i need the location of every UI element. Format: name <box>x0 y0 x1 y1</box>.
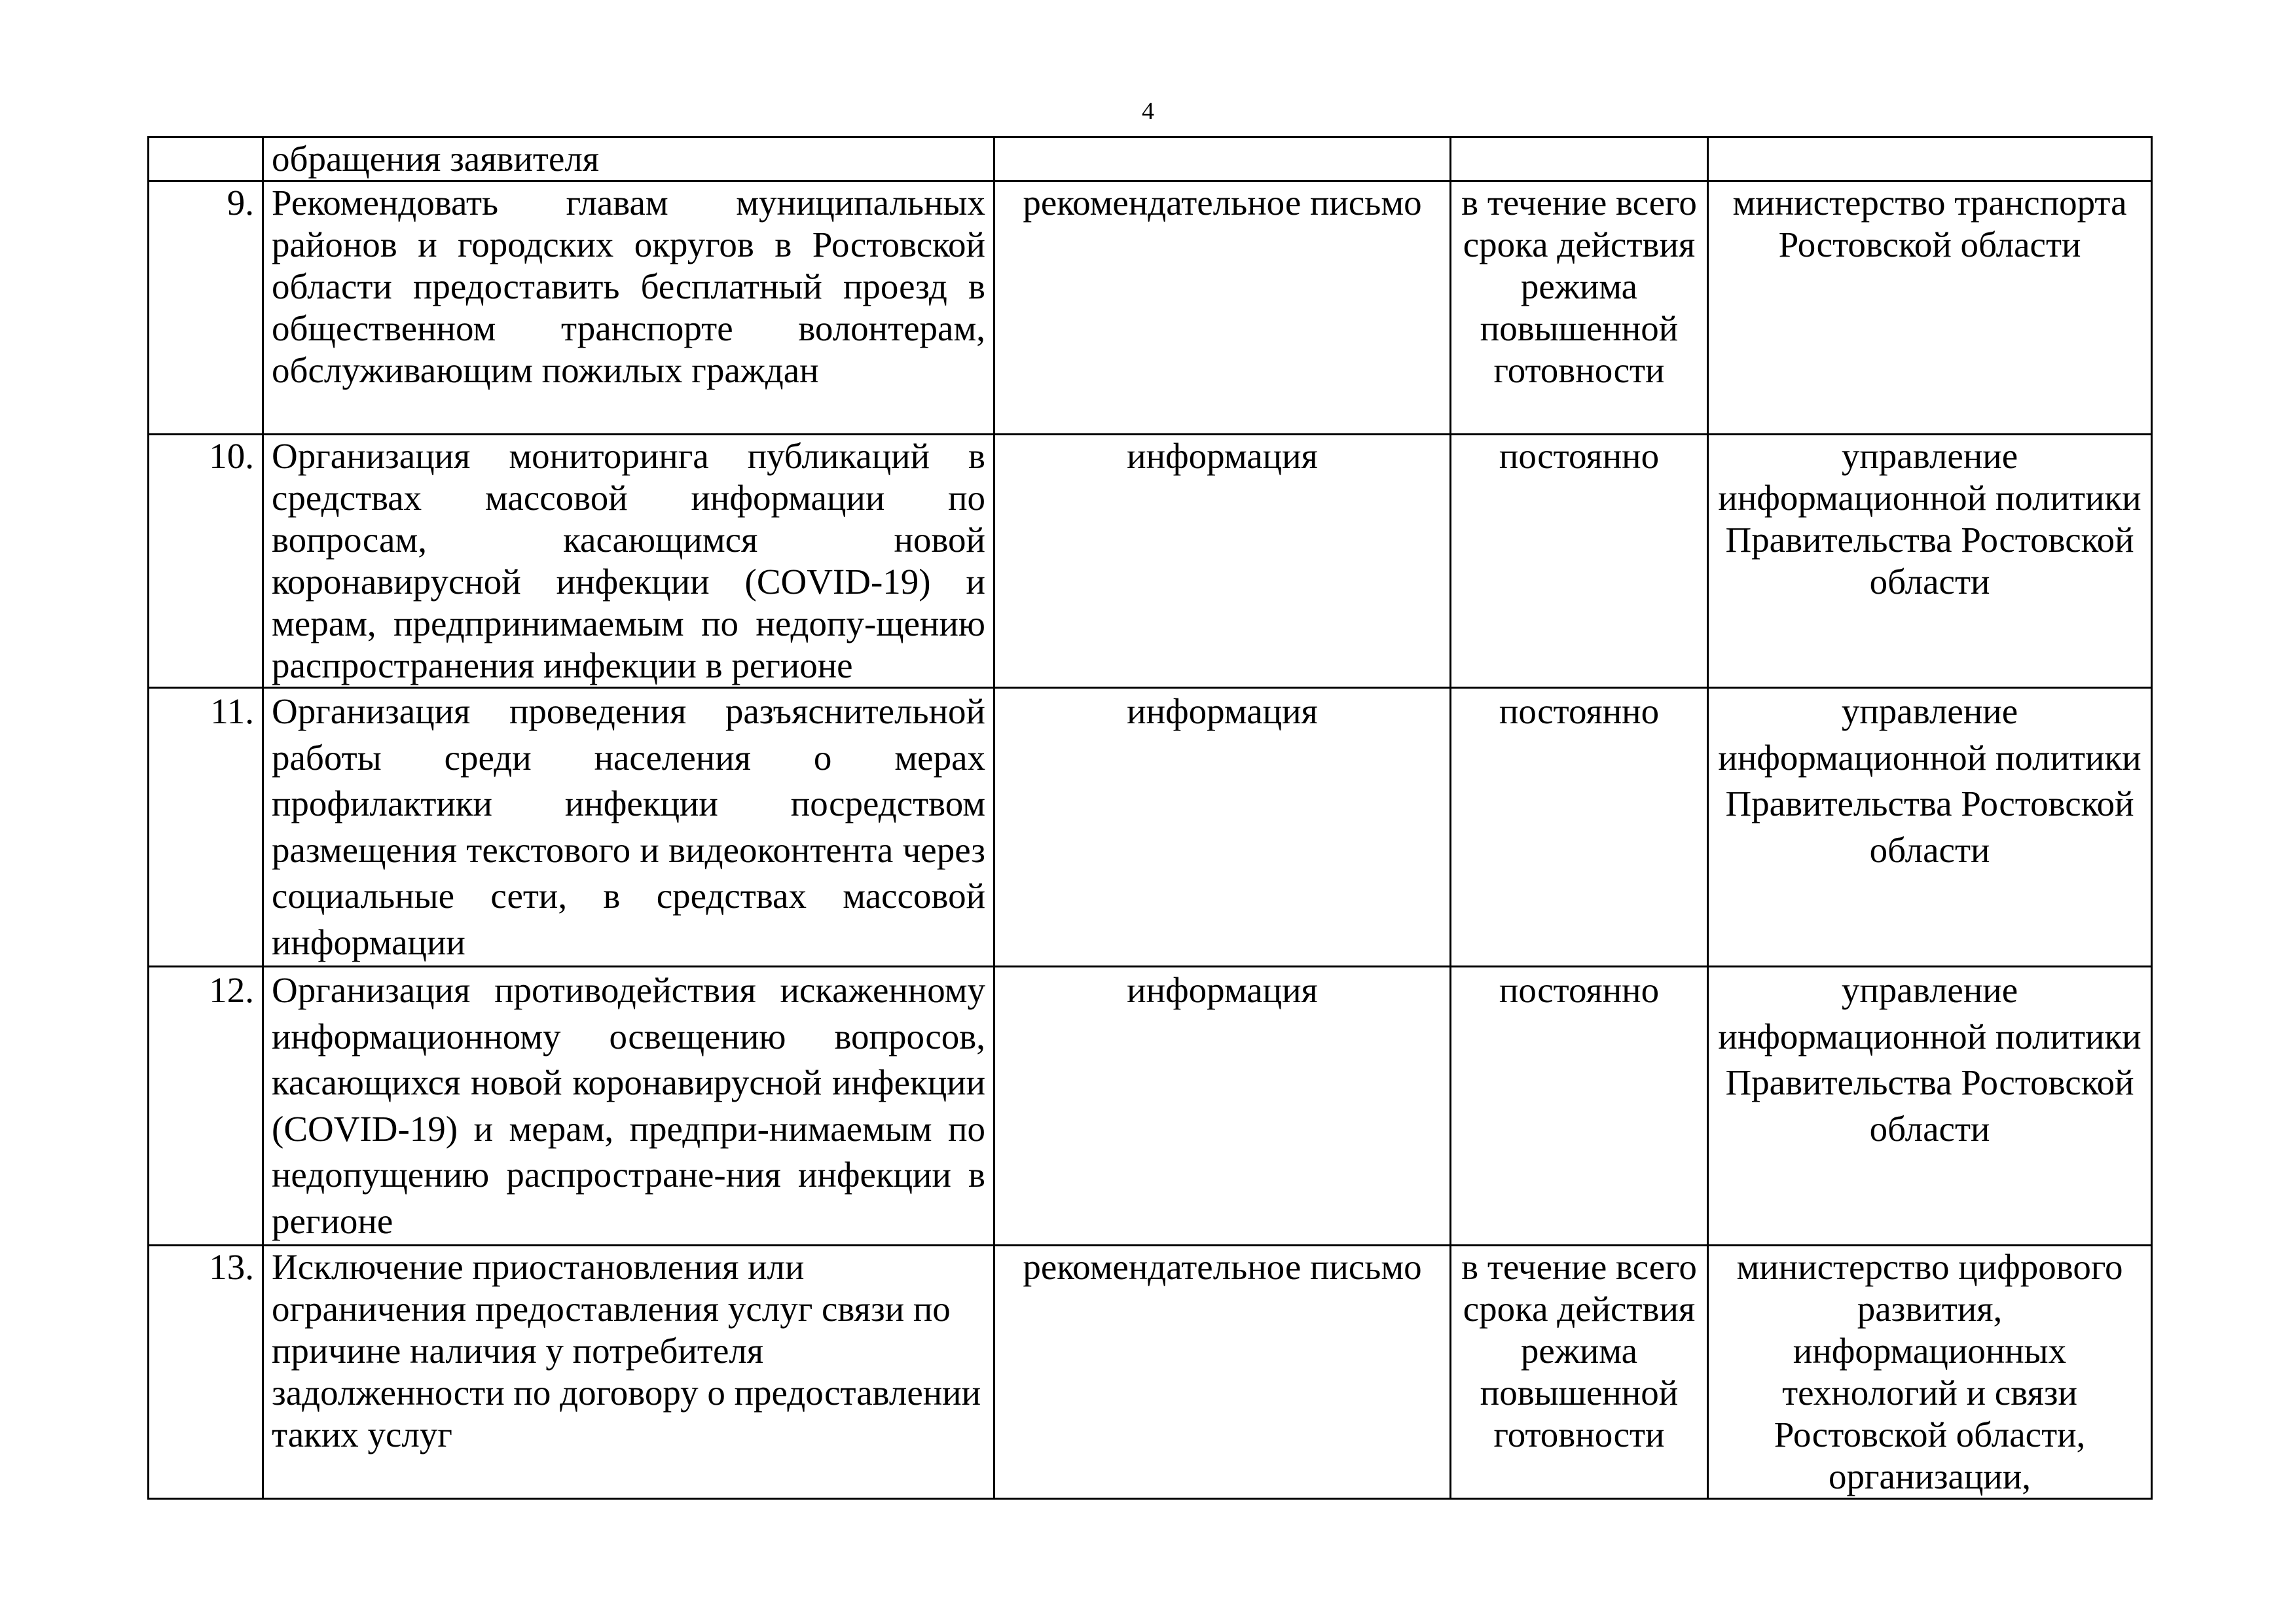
table-row <box>149 435 2152 688</box>
row-number-cell: 11. <box>149 688 263 967</box>
form-cell: рекомендательное письмо <box>994 181 1451 435</box>
event-cell: Организация мониторинга публикаций в средствах массовой информации по вопросам, касающимся новой коронавирусной инфекции (COVID-19) и мерам, предпринимаемым по недопу-щению распространения инфекции в регионе <box>263 435 994 688</box>
responsible-cell: министерство цифрового развития, информационных технологий и связи Ростовской области, организации, <box>1708 1246 2152 1499</box>
event-cell: Исключение приостановления или ограничения предоставления услуг связи по причине наличия у потребителя задолженности по договору о предоставлении таких услуг <box>263 1246 994 1499</box>
responsible-cell: управление информационной политики Правительства Ростовской области <box>1708 967 2152 1246</box>
term-cell: постоянно <box>1451 688 1708 967</box>
term-cell: в течение всего срока действия режима повышенной готовности <box>1451 1246 1708 1499</box>
form-cell: информация <box>994 688 1451 967</box>
form-cell: информация <box>994 435 1451 688</box>
event-cell: Рекомендовать главам муниципальных районов и городских округов в Ростовской области предоставить бесплатный проезд в общественном транспорте волонтерам, обслуживающим пожилых граждан <box>263 181 994 435</box>
term-cell: в течение всего срока действия режима повышенной готовности <box>1451 181 1708 435</box>
responsible-cell: управление информационной политики Правительства Ростовской области <box>1708 435 2152 688</box>
event-cell: обращения заявителя <box>263 137 994 181</box>
table-row <box>149 181 2152 435</box>
table-row <box>149 967 2152 1246</box>
row-number-cell: 12. <box>149 967 263 1246</box>
responsible-cell: министерство транспорта Ростовской области <box>1708 181 2152 435</box>
event-cell: Организация противодействия искаженному информационному освещению вопросов, касающихся новой коронавирусной инфекции (COVID-19) и мерам, предпри-нимаемым по недопущению распростране-ния инфекции в регионе <box>263 967 994 1246</box>
measures-table <box>147 136 2153 1500</box>
event-cell: Организация проведения разъяснительной работы среди населения о мерах профилактики инфекции посредством размещения текстового и видеоконтента через социальные сети, в средствах массовой информации <box>263 688 994 967</box>
row-number-cell: 9. <box>149 181 263 435</box>
form-cell: рекомендательное письмо <box>994 1246 1451 1499</box>
form-cell <box>994 137 1451 181</box>
row-number-cell: 13. <box>149 1246 263 1499</box>
term-cell: постоянно <box>1451 435 1708 688</box>
row-number-cell <box>149 137 263 181</box>
responsible-cell <box>1708 137 2152 181</box>
form-cell: информация <box>994 967 1451 1246</box>
term-cell: постоянно <box>1451 967 1708 1246</box>
table-row <box>149 137 2152 181</box>
responsible-cell: управление информационной политики Правительства Ростовской области <box>1708 688 2152 967</box>
term-cell <box>1451 137 1708 181</box>
table-row <box>149 1246 2152 1499</box>
table-row <box>149 688 2152 967</box>
page-number: 4 <box>1142 98 1154 125</box>
row-number-cell: 10. <box>149 435 263 688</box>
